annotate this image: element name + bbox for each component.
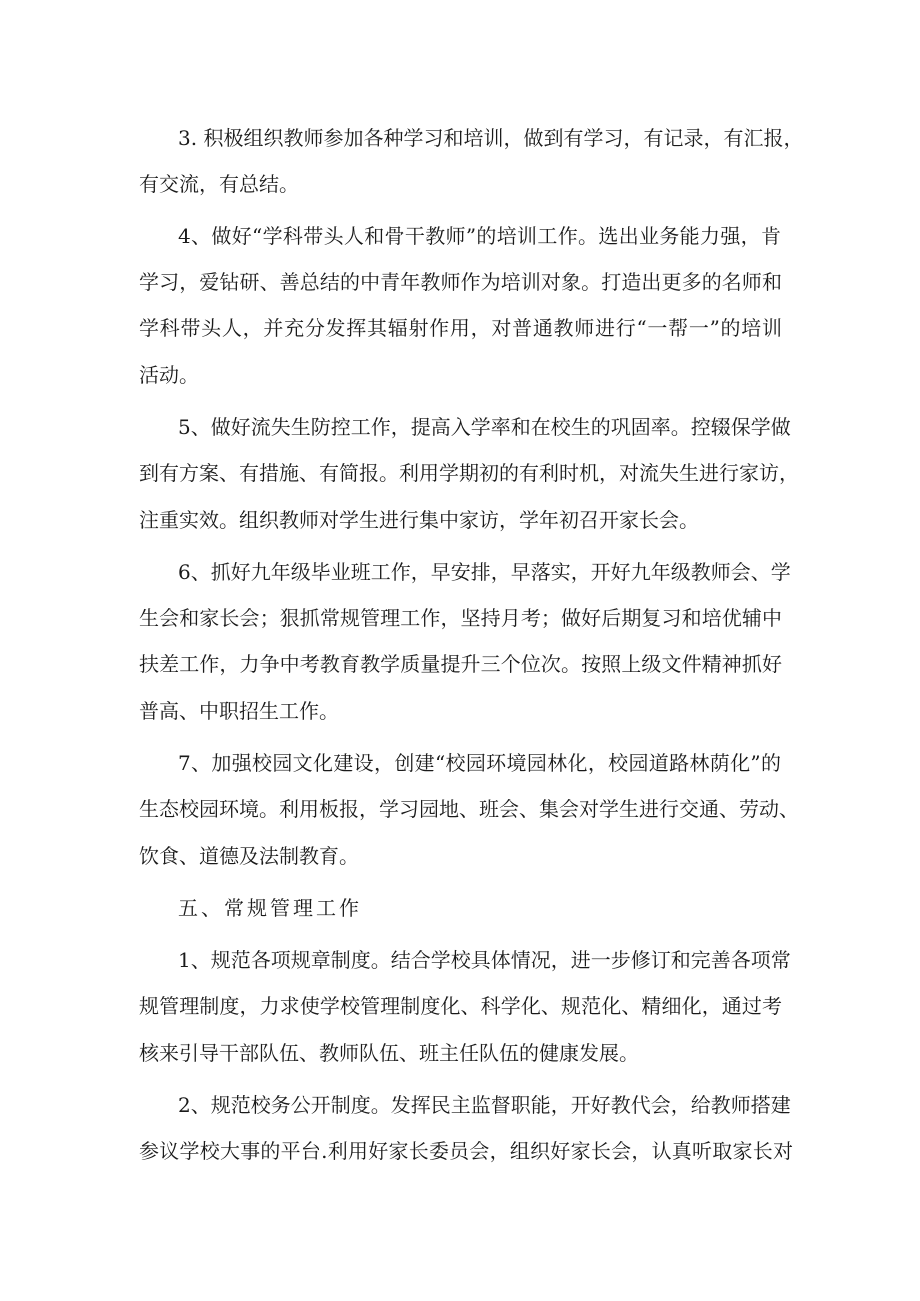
text-line: 核来引导干部队伍、教师队伍、班主任队伍的健康发展。 — [139, 1041, 639, 1065]
text-line: 7、加强校园文化建设，创建“校园环境园林化，校园道路林荫化”的 — [178, 751, 781, 775]
text-line: 生会和家长会；狠抓常规管理工作，坚持月考；做好后期复习和培优辅中 — [139, 606, 782, 630]
text-line: 普高、中职招生工作。 — [139, 699, 339, 723]
text-line: 活动。 — [139, 363, 199, 387]
text-line: 学习，爱钻研、善总结的中青年教师作为培训对象。打造出更多的名师和 — [139, 270, 782, 294]
text-line: 1、规范各项规章制度。结合学校具体情况，进一步修订和完善各项常 — [178, 948, 791, 972]
text-line: 注重实效。组织教师对学生进行集中家访，学年初召开家长会。 — [139, 508, 699, 532]
text-line: 5、做好流失生防控工作，提高入学率和在校生的巩固率。控辍保学做 — [178, 415, 791, 439]
text-line: 规管理制度，力求使学校管理制度化、科学化、规范化、精细化，通过考 — [139, 994, 782, 1018]
text-line: 饮食、道德及法制教育。 — [139, 844, 359, 868]
text-line: 扶差工作，力争中考教育教学质量提升三个位次。按照上级文件精神抓好 — [139, 652, 782, 676]
text-line: 生态校园环境。利用板报，学习园地、班会、集会对学生进行交通、劳动、 — [139, 797, 799, 821]
text-line: 学科带头人，并充分发挥其辐射作用，对普通教师进行“一帮一”的培训 — [139, 316, 782, 340]
text-line: 有交流，有总结。 — [139, 172, 299, 196]
text-line: 6、抓好九年级毕业班工作，早安排，早落实，开好九年级教师会、学 — [178, 560, 791, 584]
section-title: 五、常规管理工作 — [178, 896, 362, 920]
text-line: 2、规范校务公开制度。发挥民主监督职能，开好教代会，给教师搭建 — [178, 1093, 791, 1117]
text-line: 参议学校大事的平台.利用好家长委员会，组织好家长会，认真听取家长对 — [139, 1139, 793, 1163]
text-line: 到有方案、有措施、有简报。利用学期初的有利时机，对流失生进行家访， — [139, 461, 799, 485]
text-line: 4、做好“学科带头人和骨干教师”的培训工作。选出业务能力强，肯 — [178, 224, 781, 248]
text-line: 3. 积极组织教师参加各种学习和培训，做到有学习，有记录，有汇报， — [178, 126, 804, 150]
